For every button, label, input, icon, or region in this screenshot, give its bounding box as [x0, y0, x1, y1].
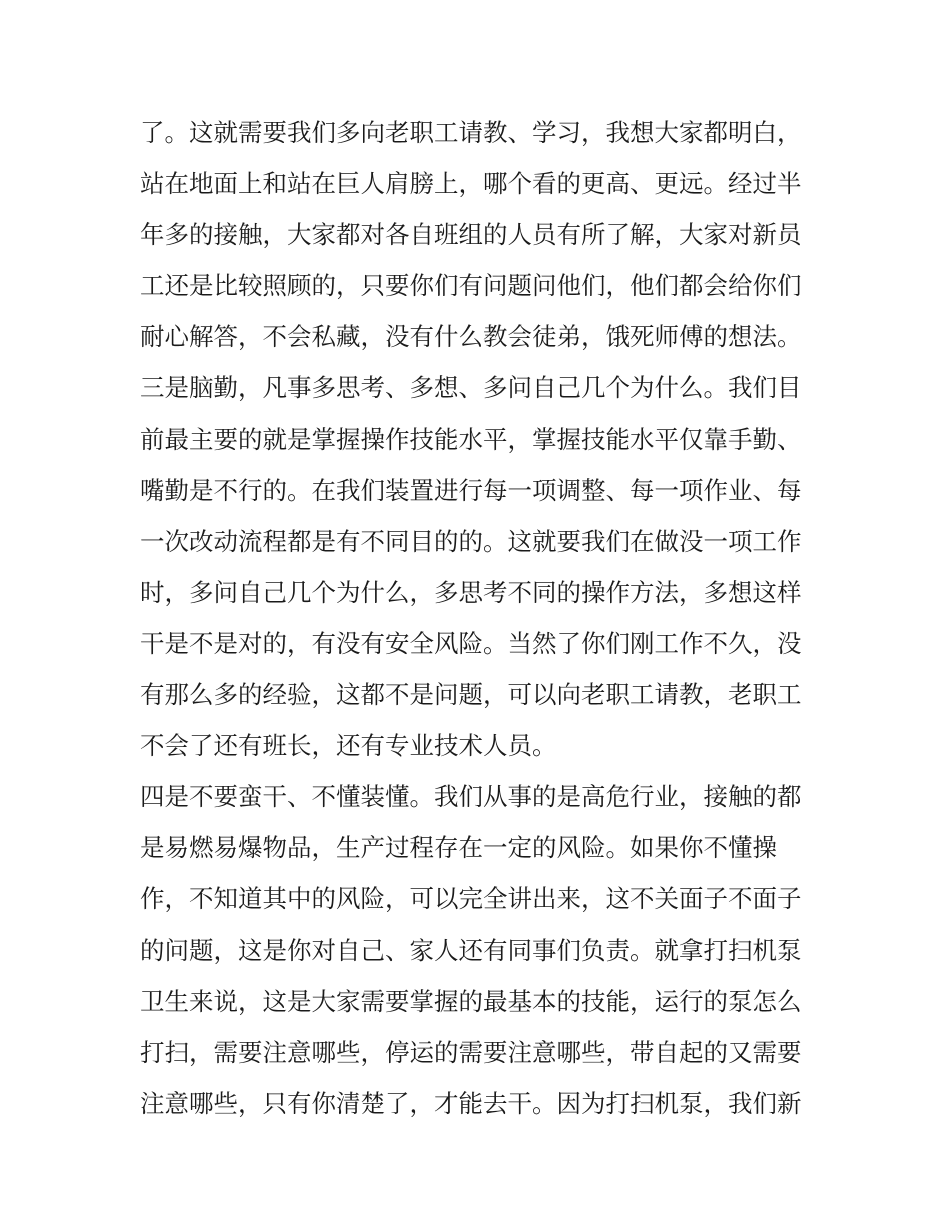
text-line: 是易燃易爆物品，生产过程存在一定的风险。如果你不懂操: [140, 833, 777, 863]
text-line: 作，不知道其中的风险，可以完全讲出来，这不关面子不面子: [140, 884, 802, 914]
text-line: 不会了还有班长，还有专业技术人员。: [140, 731, 557, 761]
text-line: 站在地面上和站在巨人肩膀上，哪个看的更高、更远。经过半: [140, 169, 802, 199]
text-line: 干是不是对的，有没有安全风险。当然了你们刚工作不久，没: [140, 628, 802, 658]
text-line: 有那么多的经验，这都不是问题，可以向老职工请教，老职工: [140, 680, 802, 710]
text-line: 卫生来说，这是大家需要掌握的最基本的技能，运行的泵怎么: [140, 986, 802, 1016]
text-line: 一次改动流程都是有不同目的的。这就要我们在做没一项工作: [140, 526, 802, 556]
text-line: 三是脑勤，凡事多思考、多想、多问自己几个为什么。我们目: [140, 373, 802, 403]
body-text: [140, 107, 820, 1129]
text-line: 耐心解答，不会私藏，没有什么教会徒弟，饿死师傅的想法。: [140, 322, 802, 352]
text-line: 打扫，需要注意哪些，停运的需要注意哪些，带自起的又需要: [140, 1037, 802, 1067]
text-line: 注意哪些，只有你清楚了，才能去干。因为打扫机泵，我们新: [140, 1088, 802, 1118]
text-line: 了。这就需要我们多向老职工请教、学习，我想大家都明白，: [140, 118, 802, 147]
text-line: 四是不要蛮干、不懂装懂。我们从事的是高危行业，接触的都: [140, 782, 802, 812]
text-line: 时，多问自己几个为什么，多思考不同的操作方法，多想这样: [140, 577, 802, 607]
text-line: 前最主要的就是掌握操作技能水平，掌握技能水平仅靠手勤、: [140, 424, 802, 454]
text-line: 工还是比较照顾的，只要你们有问题问他们，他们都会给你们: [140, 271, 802, 301]
text-line: 年多的接触，大家都对各自班组的人员有所了解，大家对新员: [140, 220, 802, 250]
text-line: 的问题，这是你对自己、家人还有同事们负责。就拿打扫机泵: [140, 935, 802, 965]
text-line: 嘴勤是不行的。在我们装置进行每一项调整、每一项作业、每: [140, 475, 802, 505]
